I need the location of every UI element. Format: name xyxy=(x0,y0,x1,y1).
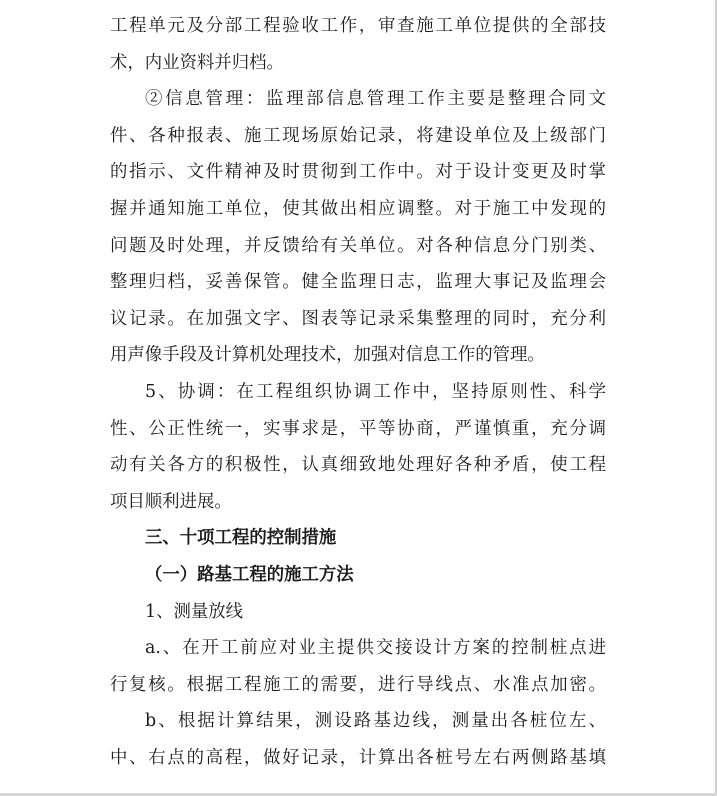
text-line: 动有关各方的积极性，认真细致地处理好各种矛盾，使工程 xyxy=(110,455,606,476)
text-line: 的指示、文件精神及时贯彻到工作中。对于设计变更及时掌 xyxy=(110,162,606,183)
text-line: b、根据计算结果，测设路基边线，测量出各桩位左、 xyxy=(145,711,606,732)
text-line: 握并通知施工单位，使其做出相应调整。对于施工中发现的 xyxy=(110,198,606,219)
text-line: 整理归档，妥善保管。健全监理日志，监理大事记及监理会 xyxy=(110,272,606,293)
document-body xyxy=(110,8,606,776)
text-line: 项目顺利进展。 xyxy=(110,491,232,512)
text-line: 5、协调：在工程组织协调工作中，坚持原则性、科学 xyxy=(145,381,606,402)
text-line: 行复核。根据工程施工的需要，进行导线点、水准点加密。 xyxy=(110,674,606,695)
text-line: 议记录。在加强文字、图表等记录采集整理的同时，充分利 xyxy=(110,308,606,329)
text-line: a.、在开工前应对业主提供交接设计方案的控制桩点进 xyxy=(145,638,606,659)
text-line: 用声像手段及计算机处理技术，加强对信息工作的管理。 xyxy=(110,345,545,366)
text-line: 性、公正性统一，实事求是，平等协商，严谨慎重，充分调 xyxy=(110,418,606,439)
text-line: ②信息管理：监理部信息管理工作主要是整理合同文 xyxy=(145,89,606,110)
text-line: 中、右点的高程，做好记录，计算出各桩号左右两侧路基填 xyxy=(110,747,606,768)
text-line: 件、各种报表、施工现场原始记录，将建设单位及上级部门 xyxy=(110,125,606,146)
text-line: 问题及时处理，并反馈给有关单位。对各种信息分门别类、 xyxy=(110,235,606,256)
text-line: 术，内业资料并归档。 xyxy=(110,52,284,73)
section-heading: 三、十项工程的控制措施 xyxy=(145,528,337,549)
subsection-heading: （一）路基工程的施工方法 xyxy=(145,564,354,585)
text-line: 1、测量放线 xyxy=(145,601,244,622)
text-line: 工程单元及分部工程验收工作，审查施工单位提供的全部技 xyxy=(110,16,606,36)
